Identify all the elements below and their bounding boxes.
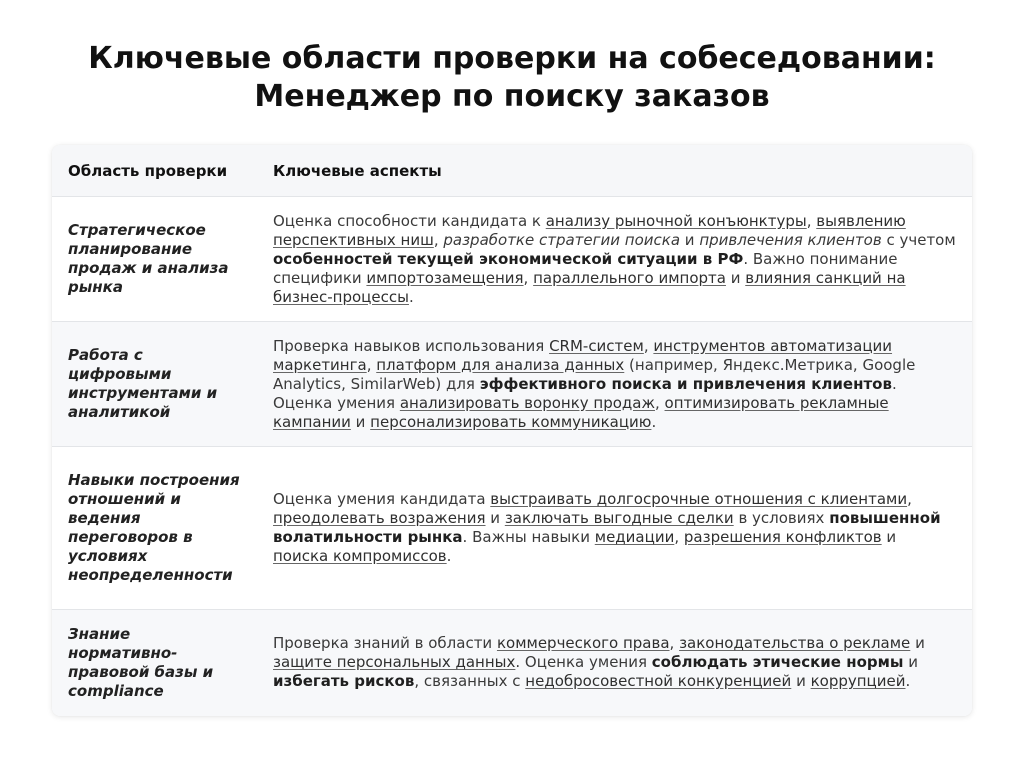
interview-areas-table [52, 145, 972, 716]
term-link[interactable]: выстраивать долгосрочные отношения с клиентами [490, 490, 908, 508]
table-row [52, 197, 972, 322]
text-fragment: . [408, 287, 414, 306]
term-link[interactable]: CRM-систем [549, 336, 644, 355]
term-link[interactable]: выявлению перспективных ниш [273, 211, 906, 249]
term-link[interactable]: анализировать воронку продаж [399, 393, 655, 412]
text-fragment: (например, Яндекс.Метрика, Google Analytics, SimilarWeb) для [273, 355, 916, 393]
term-link[interactable]: защите персональных данных [273, 653, 516, 672]
emphasis-text: избегать рисков [273, 672, 415, 691]
text-fragment: . [446, 547, 452, 565]
text-fragment: , [643, 336, 654, 355]
term-link[interactable]: инструментов автоматизации маркетинга [273, 336, 893, 374]
header-area: Область проверки [52, 145, 257, 197]
text-fragment: Оценка умения кандидата [273, 490, 491, 508]
table-row [52, 610, 972, 716]
text-fragment: и [350, 412, 371, 431]
text-fragment: Проверка знаний в области [273, 634, 497, 653]
term-link[interactable]: влияния санкций на бизнес-процессы [273, 268, 906, 306]
text-fragment: . [905, 672, 911, 691]
page-title-line-1: Ключевые области проверки на собеседовании: [88, 41, 936, 76]
term-link[interactable]: преодолевать возражения [273, 509, 486, 527]
text-fragment: , [669, 634, 680, 653]
term-link[interactable]: заключать выгодные сделки [504, 509, 734, 527]
term-link[interactable]: законодательства о рекламе [679, 634, 911, 653]
term-link[interactable]: недобросовестной конкуренцией [525, 672, 792, 691]
term-link[interactable]: персонализировать коммуникацию [370, 412, 652, 431]
header-aspects: Ключевые аспекты [257, 145, 972, 197]
text-fragment: . Важны навыки [462, 528, 595, 546]
emphasis-text: эффективного поиска и привлечения клиентов [479, 374, 892, 393]
area-cell: Стратегическое планирование продаж и анализа рынка [52, 197, 257, 322]
text-fragment: и [910, 634, 925, 653]
text-fragment: Проверка навыков использования [273, 336, 550, 355]
text-fragment: и [485, 509, 505, 527]
emphasis-text: особенностей текущей экономической ситуации в РФ [273, 249, 744, 268]
text-fragment: , [907, 490, 912, 508]
page-title-line-2: Менеджер по поиску заказов [254, 79, 770, 114]
text-fragment: и [680, 230, 700, 249]
text-fragment: Оценка способности кандидата к [273, 211, 546, 230]
area-cell: Знание нормативно-правовой базы и compliance [52, 610, 257, 716]
text-fragment: , [433, 230, 444, 249]
area-cell: Работа с цифровыми инструментами и аналитикой [52, 322, 257, 447]
term-link[interactable]: платформ для анализа данных [376, 355, 625, 374]
emphasis-text: повышенной волатильности рынка [273, 509, 941, 546]
text-fragment: . [651, 412, 657, 431]
term-link[interactable]: разрешения конфликтов [683, 528, 882, 546]
header-row [52, 145, 972, 197]
table-header [52, 145, 972, 197]
table-row [52, 447, 972, 610]
aspects-cell [257, 197, 972, 322]
text-fragment: . Оценка умения [515, 653, 652, 672]
term-link[interactable]: поиска компромиссов [273, 547, 447, 565]
text-fragment: , [674, 528, 684, 546]
table-body [52, 197, 972, 716]
text-fragment: и [725, 268, 746, 287]
text-fragment: . Важно понимание специфики [273, 249, 898, 287]
emphasis-text: соблюдать этические нормы [651, 653, 904, 672]
text-fragment: . Оценка умения [273, 374, 897, 412]
text-fragment: и [903, 653, 918, 672]
text-fragment: и [791, 672, 811, 691]
table-row [52, 322, 972, 447]
term-link[interactable]: анализу рыночной конъюнктуры [545, 211, 807, 230]
text-fragment: и [881, 528, 897, 546]
text-fragment: с учетом [881, 230, 956, 249]
aspects-cell [257, 447, 972, 610]
italic-text: привлечения клиентов [699, 230, 882, 249]
italic-text: разработке стратегии поиска [443, 230, 681, 249]
page-title [0, 0, 1024, 116]
aspects-cell [257, 610, 972, 716]
area-cell: Навыки построения отношений и ведения переговоров в условиях неопределенности [52, 447, 257, 610]
term-link[interactable]: коррупцией [810, 672, 906, 691]
aspects-cell [257, 322, 972, 447]
table-card [52, 145, 972, 716]
text-fragment: , [523, 268, 534, 287]
term-link[interactable]: коммерческого права [496, 634, 670, 653]
term-link[interactable]: оптимизировать рекламные кампании [273, 393, 889, 431]
text-fragment: , [654, 393, 665, 412]
text-fragment: , [366, 355, 377, 374]
text-fragment: , связанных с [414, 672, 526, 691]
text-fragment: в условиях [733, 509, 830, 527]
term-link[interactable]: медиации [594, 528, 675, 546]
term-link[interactable]: импортозамещения [366, 268, 524, 287]
text-fragment: , [806, 211, 817, 230]
term-link[interactable]: параллельного импорта [533, 268, 726, 287]
